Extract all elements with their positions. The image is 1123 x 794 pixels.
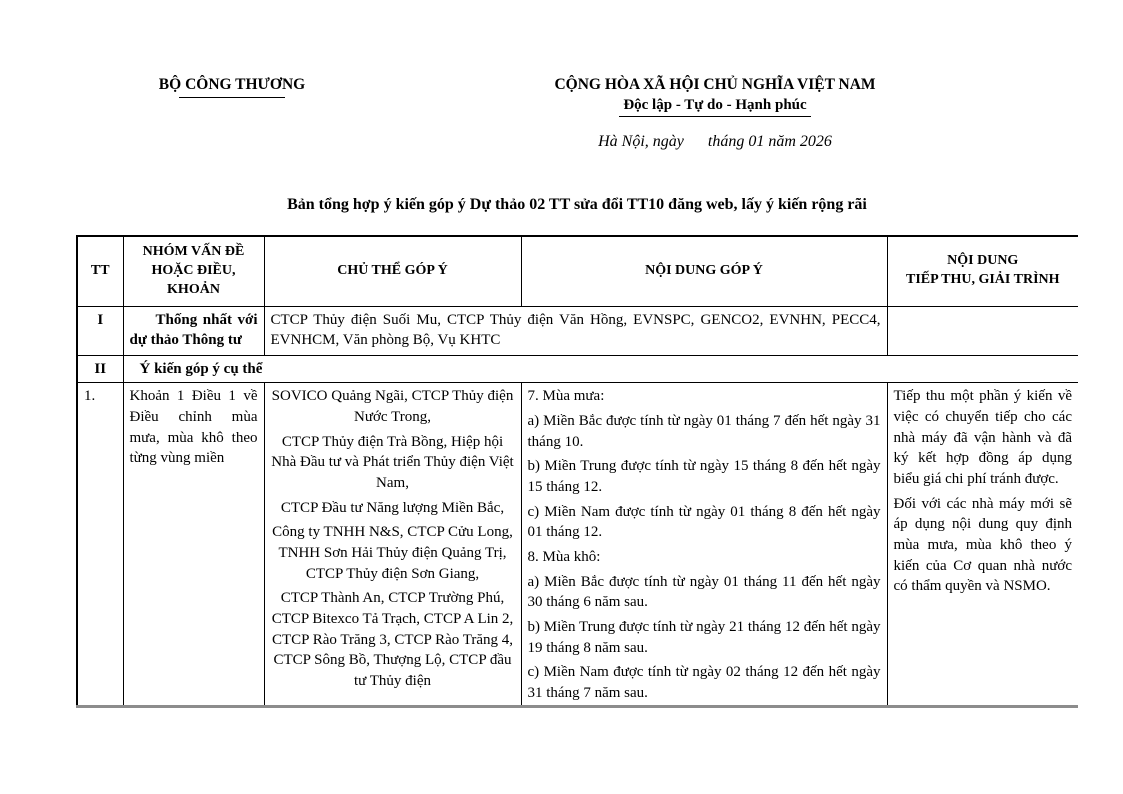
issuing-org-block (134, 76, 330, 98)
republic-title: CỘNG HÒA XÃ HỘI CHỦ NGHĨA VIỆT NAM (554, 76, 876, 93)
table-row-specific (77, 355, 1078, 383)
row-agree-response-cell-empty (887, 306, 1078, 355)
subject-paragraph: CTCP Thành An, CTCP Trường Phú, CTCP Bitexco Tả Trạch, CTCP A Lin 2, CTCP Rào Trăng 3, CTCP Rào Trăng 4, CTCP Sông Bồ, Thượng Lộ, CTCP đầu tư Thủy điện (271, 590, 514, 690)
row-specific-label: Ý kiến góp ý cụ thể (139, 360, 263, 377)
column-header-opinion: NỘI DUNG GÓP Ý (521, 236, 887, 306)
row1-subjects-cell (264, 383, 521, 708)
row-agree-subjects-cell: CTCP Thủy điện Suối Mu, CTCP Thủy điện Văn Hồng, EVNSPC, GENCO2, EVNHN, PECC4, EVNHCM, Văn phòng Bộ, Vụ KHTC (264, 306, 887, 355)
opinion-paragraph: a) Miền Bắc được tính từ ngày 01 tháng 11 đến hết ngày 30 tháng 6 năm sau. (527, 573, 881, 611)
subject-paragraph: SOVICO Quảng Ngãi, CTCP Thủy điện Nước Trong, (271, 388, 514, 425)
national-motto: Độc lập - Tự do - Hạnh phúc (619, 97, 810, 117)
subject-paragraph: CTCP Đầu tư Năng lượng Miền Bắc, (280, 499, 505, 516)
column-header-response-line1: NỘI DUNG (947, 253, 1019, 269)
summary-table-wrap (76, 235, 1078, 708)
column-header-group: NHÓM VẤN ĐỀ HOẶC ĐIỀU, KHOẢN (123, 236, 264, 306)
response-paragraph: Tiếp thu một phần ý kiến về việc có chuyển tiếp cho các nhà máy đã vận hành và đã ký kết hợp đồng áp dụng biểu giá chi phí tránh được. (893, 388, 1072, 487)
column-header-response (887, 236, 1078, 306)
column-header-response-line2: TIẾP THU, GIẢI TRÌNH (905, 272, 1060, 288)
row1-response-cell (887, 383, 1078, 708)
org-underline-rule (179, 97, 285, 98)
column-header-subject: CHỦ THỂ GÓP Ý (264, 236, 521, 306)
table-row-agree (77, 306, 1078, 355)
opinion-paragraph: b) Miền Trung được tính từ ngày 21 tháng 12 đến hết ngày 19 tháng 8 năm sau. (527, 619, 881, 656)
opinion-paragraph: b) Miền Trung được tính từ ngày 15 tháng 8 đến hết ngày 15 tháng 12. (527, 458, 881, 495)
opinion-paragraph: a) Miền Bắc được tính từ ngày 01 tháng 7 đến hết ngày 31 tháng 10. (527, 412, 881, 450)
summary-table (76, 235, 1078, 708)
place-date-line: Hà Nội, ngày tháng 01 năm 2026 (598, 133, 832, 150)
opinion-paragraph: 7. Mùa mưa: (527, 388, 605, 405)
subject-paragraph: CTCP Thủy điện Trà Bồng, Hiệp hội Nhà Đầu tư và Phát triển Thủy điện Việt Nam, (271, 433, 514, 491)
row-specific-number: II (77, 355, 123, 383)
row-agree-number: I (77, 306, 123, 355)
issuing-org-name: BỘ CÔNG THƯƠNG (158, 76, 306, 93)
subject-paragraph: Công ty TNHH N&S, CTCP Cửu Long, TNHH Sơn Hải Thủy điện Quảng Trị, CTCP Thủy điện Sơn Giang, (272, 524, 513, 582)
opinion-paragraph: 8. Mùa khô: (527, 549, 601, 565)
document-content (76, 0, 1078, 794)
row-agree-group-cell (123, 306, 264, 355)
row1-group-cell: Khoản 1 Điều 1 về Điều chỉnh mùa mưa, mùa khô theo từng vùng miền (123, 383, 264, 708)
table-header-row (77, 236, 1078, 306)
response-paragraph: Đối với các nhà máy mới sẽ áp dụng nội dung quy định mùa mưa, mùa khô theo ý kiến của Cơ quan nhà nước có thẩm quyền và NSMO. (893, 495, 1072, 595)
row-agree-group-text: Thống nhất với dự thảo Thông tư (129, 311, 258, 349)
table-row-item-1 (77, 383, 1078, 708)
column-header-tt: TT (77, 236, 123, 306)
row1-number: 1. (77, 383, 123, 708)
row-specific-label-cell (123, 355, 1078, 383)
opinion-paragraph: c) Miền Nam được tính từ ngày 02 tháng 12 đến hết ngày 31 tháng 7 năm sau. (527, 664, 881, 702)
row1-opinion-cell (521, 383, 887, 708)
national-header-block (445, 76, 985, 151)
opinion-paragraph: c) Miền Nam được tính từ ngày 01 tháng 8 đến hết ngày 01 tháng 12. (527, 503, 881, 541)
page-title: Bản tổng hợp ý kiến góp ý Dự thảo 02 TT sửa đổi TT10 đăng web, lấy ý kiến rộng rãi (287, 196, 867, 213)
